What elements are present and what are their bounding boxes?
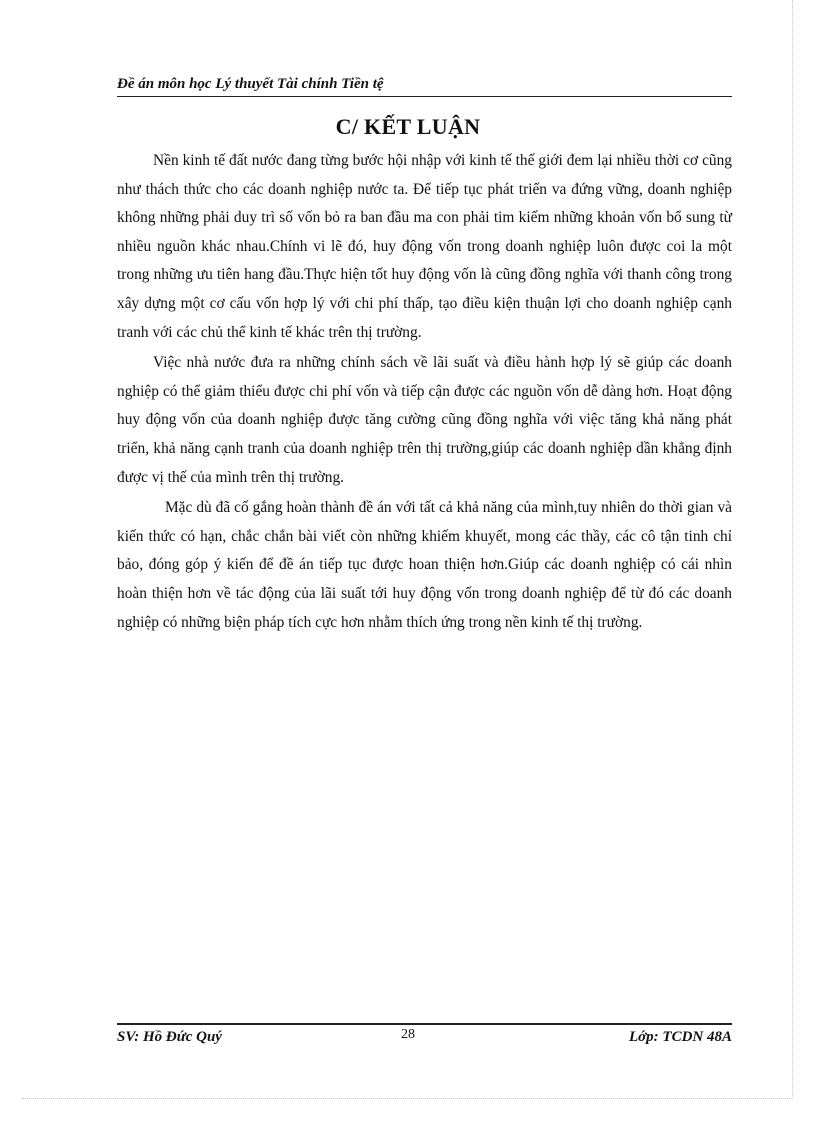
page-header: Đề án môn học Lý thuyết Tài chính Tiền tệ — [117, 76, 732, 97]
section-title: C/ KẾT LUẬN — [335, 114, 481, 139]
page-edge-bottom — [22, 1098, 792, 1099]
paragraph-1: Nền kinh tế đất nước đang từng bước hội nhập với kinh tế thế giới đem lại nhiều thời cơ cũng như thách thức cho các doanh nghiệp nước ta. Để tiếp tục phát triển va đứng vững, doanh nghiệp không những phải duy trì số vốn bỏ ra ban đầu ma con phải tim kiếm những khoản vốn bổ sung từ nhiều nguồn khác nhau.Chính vi lẽ đó, huy động vốn trong doanh nghiệp luôn được coi la một trong những ưu tiên hang đầu.Thực hiện tốt huy động vốn là cũng đồng nghĩa với thanh công trong xây dựng một cơ cấu vốn hợp lý với chi phí thấp, tạo điều kiện thuận lợi cho doanh nghiệp cạnh tranh với các chủ thể kinh tế khác trên thị trường. — [117, 152, 732, 341]
page-edge-right — [792, 0, 793, 1098]
body-text — [117, 147, 732, 639]
paragraph-3: Mặc dù đã cố gắng hoàn thành đề án với tất cả khả năng của mình,tuy nhiên do thời gian và kiến thức có hạn, chắc chắn bài viết còn những khiếm khuyết, mong các thầy, các cô tận tinh chỉ bảo, đóng góp ý kiến để đề án tiếp tục được hoan thiện hơn.Giúp các doanh nghiệp có cái nhìn hoàn thiện hơn về tác động của lãi suất tới huy động vốn trong doanh nghiệp để từ đó các doanh nghiệp có những biện pháp tích cực hơn nhằm thích ứng trong nền kinh tế thị trường. — [117, 499, 732, 631]
footer-student: SV: Hồ Đức Quý — [117, 1029, 222, 1045]
footer-divider — [117, 1023, 732, 1025]
paragraph-2: Việc nhà nước đưa ra những chính sách về lãi suất và điều hành hợp lý sẽ giúp các doanh nghiệp có thể giảm thiểu được chi phí vốn và tiếp cận được các nguồn vốn dễ dàng hơn. Hoạt động huy động vốn của doanh nghiệp được tăng cường cũng đồng nghĩa với việc tăng khả năng phát triển, khả năng cạnh tranh của doanh nghiệp trên thị trường,giúp các doanh nghiệp dần khẳng định được vị thế của mình trên thị trường. — [117, 354, 732, 486]
footer-class: Lớp: TCDN 48A — [628, 1029, 732, 1045]
page-number: 28 — [401, 1027, 415, 1042]
